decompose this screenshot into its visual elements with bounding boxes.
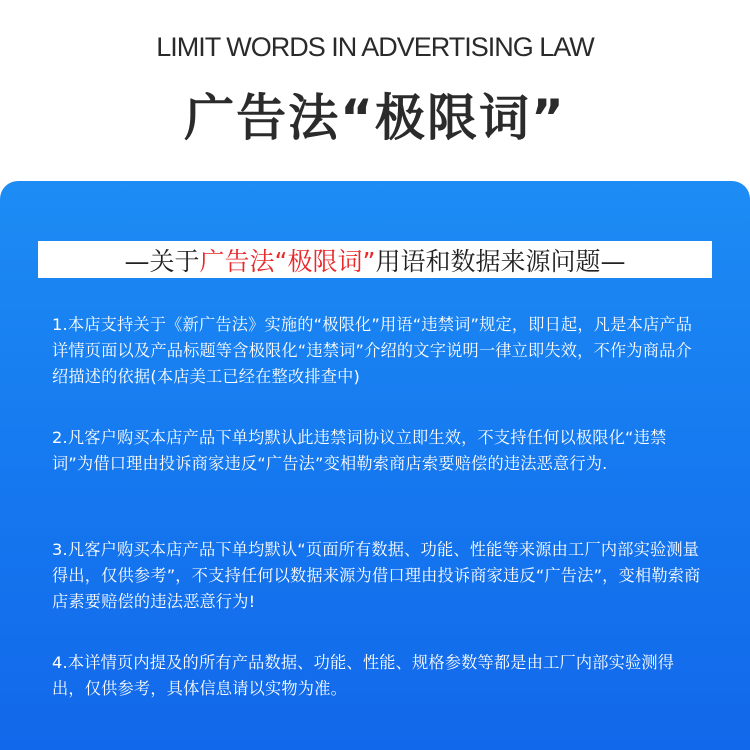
notice-banner (38, 241, 712, 278)
banner-suffix: 用语和数据来源问题— (375, 246, 626, 276)
notice-paragraph-4: 4.本详情页内提及的所有产品数据、功能、性能、规格参数等都是由工厂内部实验测得出，仅供参考，具体信息请以实物为准。 (52, 653, 675, 698)
header (0, 0, 750, 180)
notice-panel (0, 181, 750, 750)
notice-paragraph-3: 3.凡客户购买本店产品下单均默认“页面所有数据、功能、性能等来源由工厂内部实验测量得出，仅供参考”，不支持任何以数据来源为借口理由投诉商家违反“广告法”，变相勒索商店素要赔偿的违法恶意行为! (52, 540, 701, 611)
banner-highlight: 广告法“极限词” (199, 246, 376, 276)
page-title: 广告法“极限词” (184, 89, 566, 147)
notice-paragraph-2: 2.凡客户购买本店产品下单均默认此违禁词协议立即生效，不支持任何以极限化“违禁词”为借口理由投诉商家违反“广告法”变相勒索商店索要赔偿的违法恶意行为. (52, 428, 667, 473)
banner-prefix: —关于 (124, 246, 200, 276)
notice-paragraph-1: 1.本店支持关于《新广告法》实施的“极限化”用语“违禁词”规定，即日起，凡是本店产品详情页面以及产品标题等含极限化“违禁词”介绍的文字说明一律立即失效，不作为商品介绍描述的依据(本店美工已经在整改排查中) (52, 315, 693, 386)
english-subtitle: LIMIT WORDS IN ADVERTISING LAW (156, 32, 594, 62)
